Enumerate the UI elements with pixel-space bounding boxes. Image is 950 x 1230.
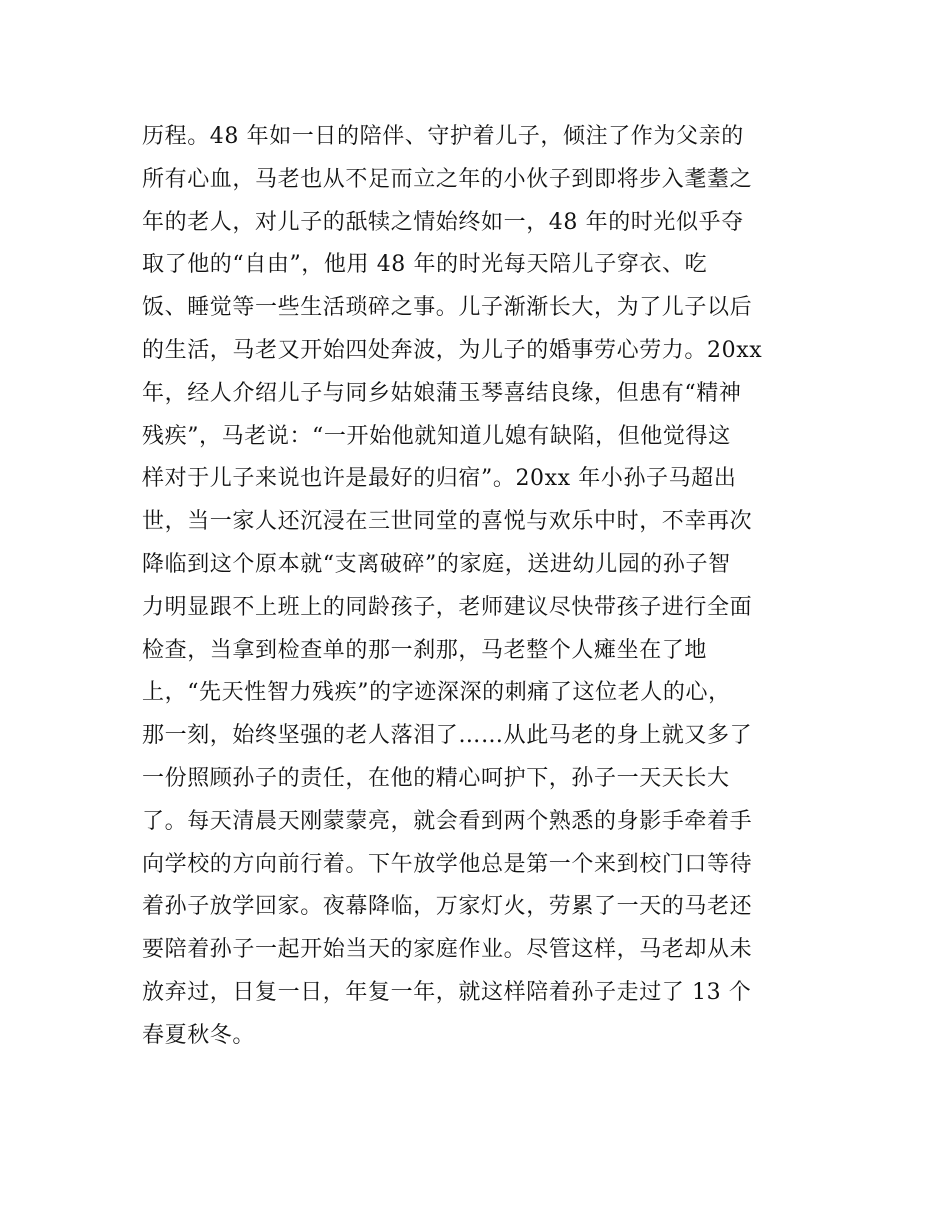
text-line: 年的老人，对儿子的舐犊之情始终如一，48 年的时光似乎夺 — [142, 209, 744, 235]
text-line: 向学校的方向前行着。下午放学他总是第一个来到校门口等待 — [142, 851, 753, 877]
text-line: 饭、睡觉等一些生活琐碎之事。儿子渐渐长大，为了儿子以后 — [142, 295, 753, 321]
text-line: 样对于儿子来说也许是最好的归宿”。20xx 年小孙子马超出 — [142, 466, 737, 492]
text-line: 放弃过，日复一日，年复一年，就这样陪着孙子走过了 13 个 — [142, 979, 752, 1005]
text-line: 检查，当拿到检查单的那一刹那，马老整个人瘫坐在了地 — [142, 637, 708, 663]
text-line: 力明显跟不上班上的同龄孩子，老师建议尽快带孩子进行全面 — [142, 594, 753, 620]
text-line: 的生活，马老又开始四处奔波，为儿子的婚事劳心劳力。20xx — [142, 337, 763, 363]
text-line: 那一刻，始终坚强的老人落泪了……从此马老的身上就又多了 — [142, 723, 753, 749]
text-line: 降临到这个原本就“支离破碎”的家庭，送进幼儿园的孙子智 — [142, 551, 731, 577]
text-line: 着孙子放学回家。夜幕降临，万家灯火，劳累了一天的马老还 — [142, 894, 753, 920]
text-line: 一份照顾孙子的责任，在他的精心呵护下，孙子一天天长大 — [142, 765, 730, 791]
text-line: 上，“先天性智力残疾”的字迹深深的刺痛了这位老人的心， — [142, 680, 731, 706]
text-line: 春夏秋冬。 — [142, 1022, 256, 1048]
text-line: 取了他的“自由”，他用 48 年的时光每天陪儿子穿衣、吃 — [142, 252, 708, 278]
text-line: 年，经人介绍儿子与同乡姑娘蒲玉琴喜结良缘，但患有“精神 — [142, 380, 742, 406]
text-line: 历程。48 年如一日的陪伴、守护着儿子，倾注了作为父亲的 — [142, 124, 744, 149]
text-line: 残疾”，马老说：“一开始他就知道儿媳有缺陷，但他觉得这 — [142, 423, 731, 449]
text-line: 世，当一家人还沉浸在三世同堂的喜悦与欢乐中时，不幸再次 — [142, 509, 753, 535]
text-line: 所有心血，马老也从不足而立之年的小伙子到即将步入耄耋之 — [142, 166, 753, 192]
body-text — [142, 116, 822, 1058]
text-line: 要陪着孙子一起开始当天的家庭作业。尽管这样，马老却从未 — [142, 937, 753, 963]
text-line: 了。每天清晨天刚蒙蒙亮，就会看到两个熟悉的身影手牵着手 — [142, 808, 753, 834]
